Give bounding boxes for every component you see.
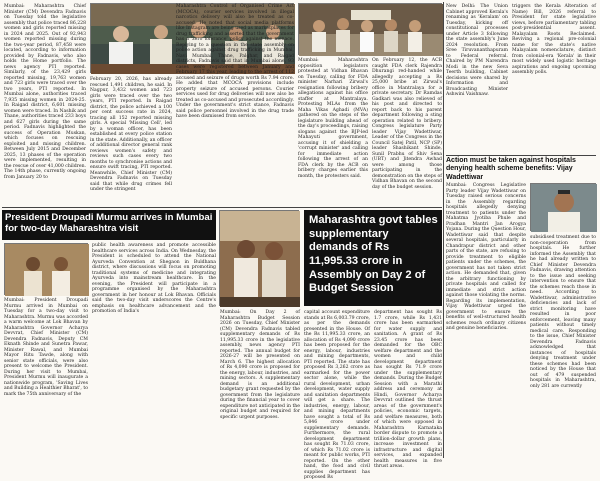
- wadettiwar-photo: [530, 183, 596, 231]
- budget-headline: Maharashtra govt tables supplementary demands of Rs 11,995.33 crore in Assembly on Day 2 of Budget Session: [309, 214, 438, 295]
- article-text: February 20, 2026, has already rescued 1,491 children, he said. In Nagpur, 3,432 women and 723 girls were traced over the two years, PTI reported. In Raigad district, the police achieved a 100 per cent success rate in 2024, tracing all 152 reported missing girls. A special 'Missing Cell', led by a woman officer, has been established at every police station in the state. Additionally, an officer of additional director general rank reviews women's safety and reviews such cases every two months to synchronise actions and ensure swift tracing, PTI reported. Meanwhile, Chief Minister (CM) Devendra Fadnavis on Tuesday said that while drug crimes fell under the stringent: [90, 77, 172, 192]
- article-hospitals-col-b: [530, 235, 596, 456]
- president-welcome-photo: [4, 243, 88, 295]
- divider-top-section: [2, 207, 442, 208]
- article-text: Mumbai: Maharashtra Chief Minister (CM) Devendra Fadnavis on Tuesday told the legislative assembly that police traced 86,228 women and girls reported missing in 2024 and 2025. Out of 92,943 women reported missing during the two-year period, 87,458 were located, according to information provided by Fadnavis, who also holds the Home portfolio. The news agency PTI reported. Similarly, of the 23,429 girls reported missing, 19,763 women and 723 girls were traced over the two years, PTI reported. In Mumbai alone, authorities traced 7,935 missing women in 2024-25. In Raigad district, 6,601 missing women were traced. In Nashik and Thane, authorities traced 233 boys and 627 girls during the same period. Fadnavis highlighted the success of Operation Muskan, which focuses on rescuing exploited and missing children. Between July 2015 and December 2025, 13 phases of the operation were implemented, resulting in the rescue of over 41,000 children. The 14th phase, currently ongoing from January 20 to: [4, 4, 86, 180]
- divider-hospitals: [446, 155, 596, 156]
- article-president-col2: [92, 243, 216, 456]
- article-text: subsidised treatment due to non-cooperation from hospitals. He further informed the Assembly that he had already written to Chief Minister Devendra Fadnavis, drawing attention to the issue and seeking intervention to ensure that the schemes reach those in need. According to Wadettiwar, administrative deficiencies and lack of strict monitoring have resulted in poor enforcement, leaving many patients without timely medical care. Responding to the issue, Chief Minister Devendra Fadnavis acknowledged that instances of hospitals denying treatment under these schemes had been noticed by the House that out of 479 suspended hospitals in Maharashtra, only 281 are currently: [530, 235, 596, 389]
- article-text: New Delhi: The Union Cabinet approved Kerala's renaming as 'Keralam' on Tuesday, kicking off constitutional processes under Article 3 following the state assembly's June 2024 resolution. From Sree Tiruvananthapuram to Federal referral. Chaired by PM Narendra Modi in the new Seva Teerth building, Cabinet decisions were shared by Information and Broadcasting Minister Ashwini Vaishnaw.: [446, 4, 508, 97]
- budget-banner: [304, 210, 442, 306]
- article-missing-women-col1: [4, 4, 86, 206]
- article-hospitals-col-a: [446, 183, 526, 456]
- article-text: Mumbai: President Droupadi Murmu arrived in Mumbai on Tuesday for a two-day visit to Maharashtra. Murmu was accorded a warm welcome at Lok Bhavan by Maharashtra Governor Acharya Devvrat, Chief Minister (CM) Devendra Fadnavis, Deputy CM Eknath Shinde and Sunetra Pawar, Minister Rawal, and Mumbai Mayor Ritu Tawde, along with senior state officials, were also present to welcome the President. During her visit to Mumbai, President Murmu will inaugurate a nationwide program, 'Saving Lives and Building a Healthier Bharat', to mark the 75th anniversary of the: [4, 298, 88, 397]
- president-headline: President Droupadi Murmu arrives in Mumbai for two-day Maharashtra visit: [5, 212, 213, 235]
- article-fda-protest-col4: [298, 58, 368, 206]
- article-keralam-col6: [446, 4, 508, 154]
- article-drugs-col3: [176, 4, 294, 206]
- article-text: triggers the Kerala Alteration of Name) Bill, 2026 referral to President for state legislative views, before parliamentary tabling post-presidential assent. Malayalam Roots Reclaimed. Reviving a regional pre-colonial name for the state's native Malayalam nomenclature, distinct from colonial-era 'Kerala' in their most widely used logistic heritage aspirations and ongoing upcoming assembly polls.: [512, 4, 596, 75]
- divider-right-column: [443, 2, 444, 458]
- protest-photo: [298, 3, 442, 55]
- president-banner: [2, 210, 216, 240]
- article-text: capital account expenditure stands at Rs 6,003.79 crore, as per the demands presented in the House. Of the Rs 11,995.33 crore, an allocation of Rs 4,090 crore has been proposed for the energy, labour, industries and mining departments, PTI reported. The state has proposed Rs 3,262 crore as earmarked for the power sector alone, while the rural development, urban development, water supply and sanitation departments will get a share. The industries, energy, labour, and mining departments have sought a total of Rs 5,846 crore under supplementary demands. Furthermore, the rural development department has sought Rs 71.03 crore, of which Rs 71.02 crore is meant for public works, PTI reported. On the other hand, the food and civil supplies department has proposed Rs: [304, 310, 370, 480]
- president-photo: [219, 210, 299, 306]
- article-text: On February 12, the ACB caught FDA clerk Rajendra Dhurangi red-handed while allegedly accepting a Rs 25,000 bribe at Zirwal's office in Mantralaya for a private secretary. Dr Ramdas Gadkari was also relieved of his post and directed to report back to his parent department following a sting operation related to bribery. Congress legislature Party leader Vijay Wadettiwar, Leader of the Congress in the Council Satej Patil, NCP (SP) leader Shashikant Shinde, Sunil Prabhu of Shiv Sena (UBT) and Jitendra Awhad were among those participating in the demonstration on the steps of Vidhan Bhavan on the second day of the budget session.: [372, 58, 442, 190]
- protest-photo-art: [299, 4, 443, 56]
- article-text: public health awareness and promote accessible healthcare services across India. On Wednesday, the President is scheduled to attend the National Ayurveda Convention at Shegaon in Buldhana district, where discussions will focus on promoting traditional systems of medicine and integrating Ayurveda into mainstream healthcare. In the evening, the President will participate in a programme organised by the Maharashtra government in her honour at Lok Bhavan. Officials said the two-day visit underscores the Centre's emphasis on healthcare advancement and the promotion of India's: [92, 243, 216, 314]
- article-fda-protest-col5: [372, 58, 442, 206]
- article-keralam-col7: [512, 4, 596, 154]
- article-missing-women-col2: [90, 77, 172, 206]
- article-text: Mumbai: On Day 2 of Maharashtra Budget Session 2026 on Tuesday, Chief Minister (CM) Devendra Fadnavis tabled supplementary demands of Rs 11,995.33 crore in the legislative assembly, news agency PTI reported. The annual budget for 2026-27 will be presented on March 6. The highest allocation of Rs 4,090 crore is proposed for the energy, labour, industries, and mining sectors. A supplementary demand is an additional budgetary grant requested by the government from the legislature during the financial year to cover expenditure not anticipated in the original budget and required for specific urgent purposes.: [220, 310, 300, 420]
- president-photo-art: [220, 211, 300, 307]
- article-president-col1: [4, 298, 88, 456]
- article-budget-col4: [304, 310, 370, 480]
- hospitals-headline: Action must be taken against hospitals denying health scheme benefits: Vijay Wadettiwar: [446, 157, 576, 181]
- article-text: Mumbai: Maharashtra opposition legislators protested at Vidhan Bhavan on Tuesday, calling for FDA minister Narhari Zirwal's resignation following bribery allegations against his office staffer at Mantralaya. Protesting MLAs from the Maha Vikas Aghadi (MVA) gathered on the steps of the legislature building ahead of the day's proceedings, raising slogans against the BJP-led Mahayuti government, accusing it of shielding a 'corrupt minister' and calling for immediate action following the arrest of an FDA clerk by the ACB on bribery charges earlier this month, the protesters said.: [298, 58, 368, 179]
- article-text: department has sought Rs 1.7 crore, while Rs 1,431 crore has been earmarked for water supply and sanitation. A grant of Rs 23.45 crore has been demanded for the OBC welfare department and the women and child development department has sought Rs 71.9 crore under the supplementary demands. During the Budget Session with a Marathi address and ceremony at Hindi, Governor Acharya Devvrat outlined the thrust areas of the government's policies, economic targets, and welfare measures, both of which were opposed in Maharashtra Karnataka border dispute to promote a trillion-dollar growth plans, increase investment in infrastructure and digital services, and expanded health measures in five thrust areas.: [374, 310, 442, 469]
- article-budget-col3: [220, 310, 300, 456]
- article-budget-col5: [374, 310, 442, 469]
- article-text: Maharashtra Control of Organised Crime Act (MCOCA), courier services involved in illegal narcotics delivery will also be treated as co-accused. He noted that social media platforms like Instagram are being used as marketplaces for drug trafficking and asserted that the government has a 'zero tolerance' policy against the menace. Replying to a question in the state assembly on police action against drug trafficking in Mumbai, Navi Mumbai, Thane, Palghar, and Raigad districts, Fadnavis said that in Mumbai alone, 93 cases were registered between January and February 17 this year, leading to the arrest of 112 accused and seizure of drugs worth Rs 7.94 crore. He added that MCOCA provisions include property seizure of accused persons. Courier services used for drug deliveries will now also be treated as co-accused and prosecuted accordingly. Under the government's strict stance, Fadnavis said police personnel involved in the drug trade have been dismissed from service.: [176, 4, 294, 119]
- president-welcome-photo-art: [5, 244, 89, 296]
- article-text: Mumbai: Congress Legislative Party leader Vijay Wadettiwar on Tuesday raised serious concerns in the Assembly regarding hospitals allegedly denying treatment to patients under the Mahatma Jyotiba Phule and Pradhan Mantri Jan Arogya Yojana. During the Question Hour, Wadettiwar said that despite several hospitals, particularly in Chandrapur district and other parts of the state, are refusing to provide treatment to eligible patients under the schemes, the government has not taken strict action. He demanded that, given the arbitrary functioning by private hospitals and called for immediate and strict action against those violating the norms. Regarding its implementation, Vijay Wadettiwar urged the government to ensure the benefits of well-structured health schemes reach ordinary citizens and genuine beneficiaries.: [446, 183, 527, 331]
- wadettiwar-photo-art: [531, 184, 597, 232]
